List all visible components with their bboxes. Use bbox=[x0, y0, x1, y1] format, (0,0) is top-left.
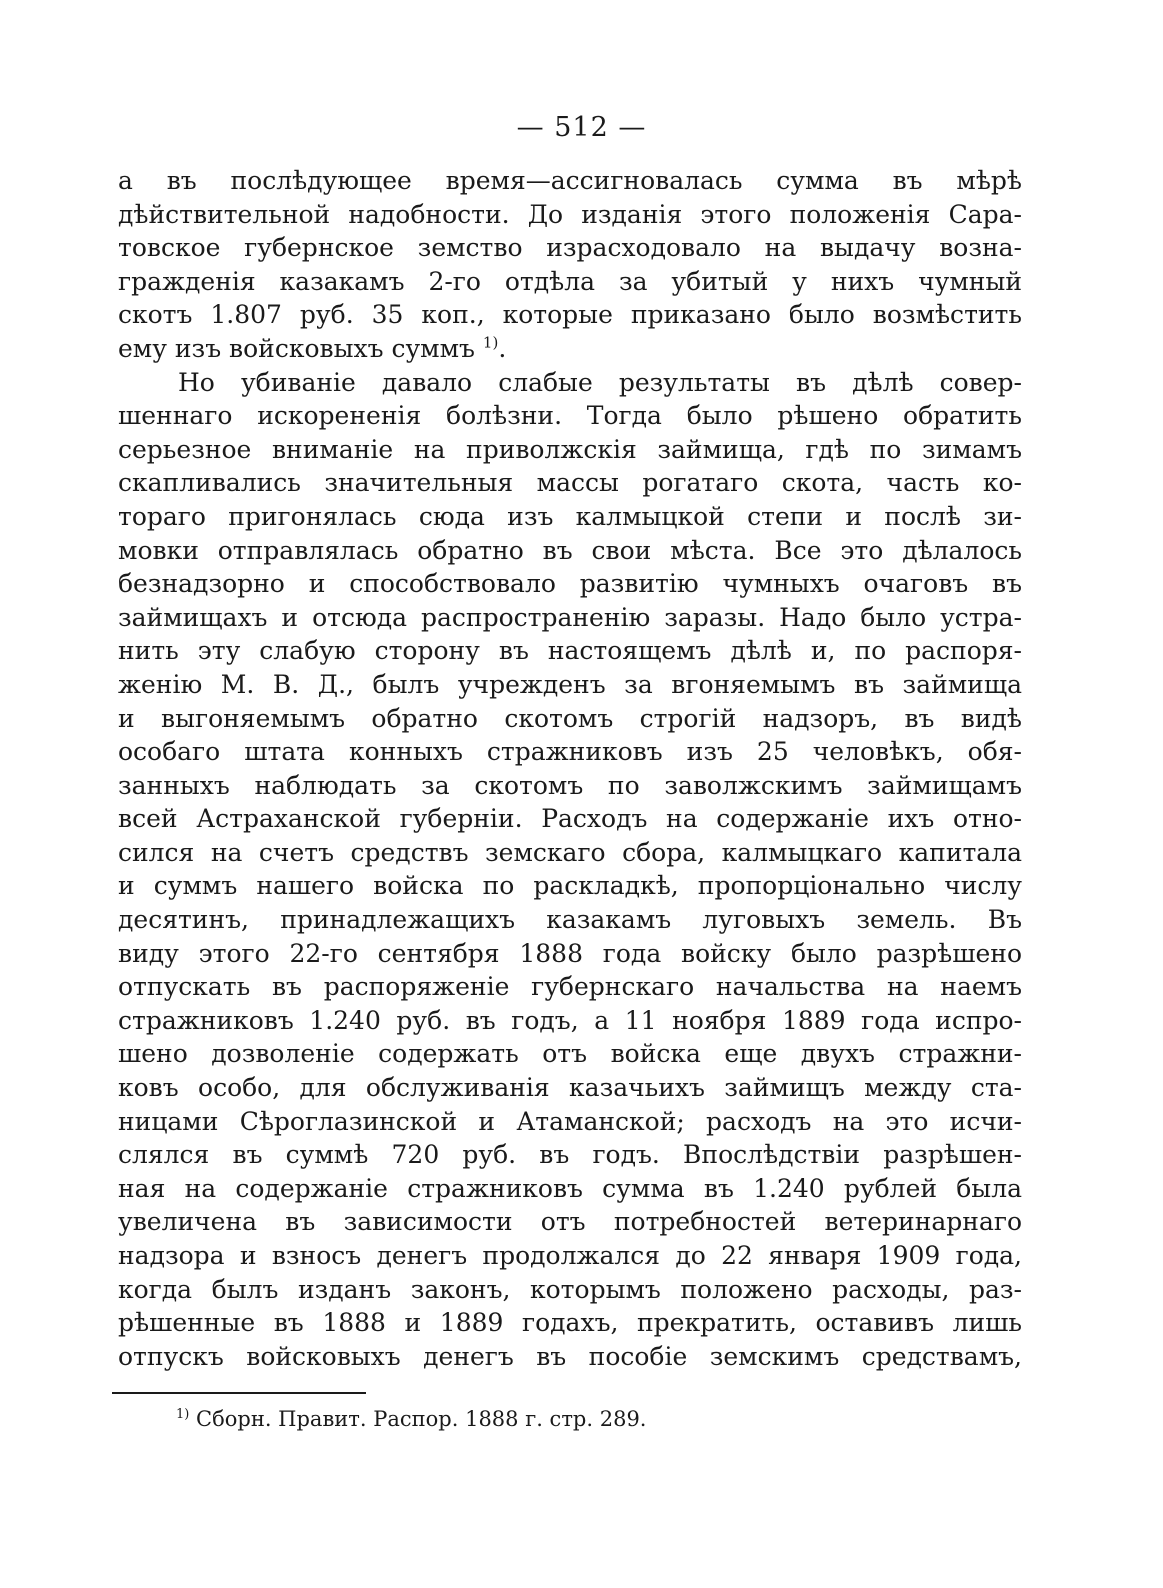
text-line: товское губернское земство израсходовало на выдачу возна- bbox=[118, 233, 1022, 263]
text-line: десятинъ, принадлежащихъ казакамъ луговыхъ земель. Въ bbox=[118, 905, 1022, 935]
text-line: скапливались значительныя массы рогатаго скота, часть ко- bbox=[118, 468, 1022, 498]
text-line-content: ему изъ войсковыхъ суммъ bbox=[118, 333, 475, 363]
text-line: Но убиваніе давало слабые результаты въ дѣлѣ совер- bbox=[178, 367, 1022, 397]
text-line: ницами Сѣроглазинской и Атаманской; расходъ на это исчи- bbox=[118, 1106, 1022, 1136]
text-line: увеличена въ зависимости отъ потребностей ветеринарнаго bbox=[118, 1207, 1022, 1237]
sentence-end: . bbox=[498, 333, 507, 363]
text-line: всей Астраханской губерніи. Расходъ на содержаніе ихъ отно- bbox=[118, 804, 1022, 834]
footnote-rule bbox=[112, 1392, 366, 1394]
footnote-text: Сборн. Правит. Распор. 1888 г. стр. 289. bbox=[196, 1407, 647, 1431]
text-line: виду этого 22-го сентября 1888 года войску было разрѣшено bbox=[118, 938, 1022, 968]
text-line bbox=[118, 332, 1022, 366]
text-line: ковъ особо, для обслуживанія казачьихъ займищъ между ста- bbox=[118, 1073, 1022, 1103]
text-line: ная на содержаніе стражниковъ сумма въ 1.240 рублей была bbox=[118, 1173, 1022, 1203]
text-line: нить эту слабую сторону въ настоящемъ дѣлѣ и, по распоря- bbox=[118, 636, 1022, 666]
text-line: надзора и взносъ денегъ продолжался до 22 января 1909 года, bbox=[118, 1241, 1022, 1270]
text-line: сился на счетъ средствъ земскаго сбора, калмыцкаго капитала bbox=[118, 837, 1022, 867]
text-line: особаго штата конныхъ стражниковъ изъ 25 человѣкъ, обя- bbox=[118, 737, 1022, 767]
text-line: тораго пригонялась сюда изъ калмыцкой степи и послѣ зи- bbox=[118, 501, 1022, 531]
text-line: безнадзорно и способствовало развитію чумныхъ очаговъ въ bbox=[118, 569, 1022, 599]
text-line: мовки отправлялась обратно въ свои мѣста. Все это дѣлалось bbox=[118, 535, 1022, 565]
text-line: рѣшенные въ 1888 и 1889 годахъ, прекратить, оставивъ лишь bbox=[118, 1308, 1022, 1338]
text-line: гражденія казакамъ 2-го отдѣла за убитый у нихъ чумный bbox=[118, 266, 1022, 296]
text-line: и выгоняемымъ обратно скотомъ строгій надзоръ, въ видѣ bbox=[118, 703, 1022, 733]
text-line: занныхъ наблюдать за скотомъ по заволжскимъ займищамъ bbox=[118, 770, 1022, 800]
text-line: женію М. В. Д., былъ учрежденъ за вгоняемымъ въ займища bbox=[118, 669, 1022, 699]
text-line: слялся въ суммѣ 720 руб. въ годъ. Впослѣдствіи разрѣшен- bbox=[118, 1140, 1022, 1170]
footnote bbox=[176, 1404, 647, 1434]
text-line: серьезное вниманіе на приволжскія займища, гдѣ по зимамъ bbox=[118, 434, 1022, 464]
text-line: дѣйствительной надобности. До изданія этого положенія Сара- bbox=[118, 199, 1022, 229]
page-number: — 512 — bbox=[516, 112, 647, 143]
text-line: шено дозволеніе содержать отъ войска еще двухъ стражни- bbox=[118, 1039, 1022, 1069]
text-line: шеннаго искорененія болѣзни. Тогда было рѣшено обратить bbox=[118, 401, 1022, 431]
text-line: и суммъ нашего войска по раскладкѣ, пропорціонально числу bbox=[118, 871, 1022, 901]
text-line: стражниковъ 1.240 руб. въ годъ, а 11 ноября 1889 года испро- bbox=[118, 1005, 1022, 1035]
footnote-reference: 1) bbox=[482, 333, 499, 352]
footnote-marker: 1) bbox=[176, 1407, 190, 1422]
text-line: займищахъ и отсюда распространенію заразы. Надо было устра- bbox=[118, 602, 1022, 632]
body-text bbox=[118, 164, 1022, 1373]
text-line: отпускать въ распоряженіе губернскаго начальства на наемъ bbox=[118, 972, 1022, 1002]
text-line: скотъ 1.807 руб. 35 коп., которые приказано было возмѣстить bbox=[118, 300, 1022, 330]
text-line: когда былъ изданъ законъ, которымъ положено расходы, раз- bbox=[118, 1274, 1022, 1304]
text-line: а въ послѣдующее время—ассигновалась сумма въ мѣрѣ bbox=[118, 166, 1022, 195]
text-line: отпускъ войсковыхъ денегъ въ пособіе земскимъ средствамъ, bbox=[118, 1341, 1022, 1371]
